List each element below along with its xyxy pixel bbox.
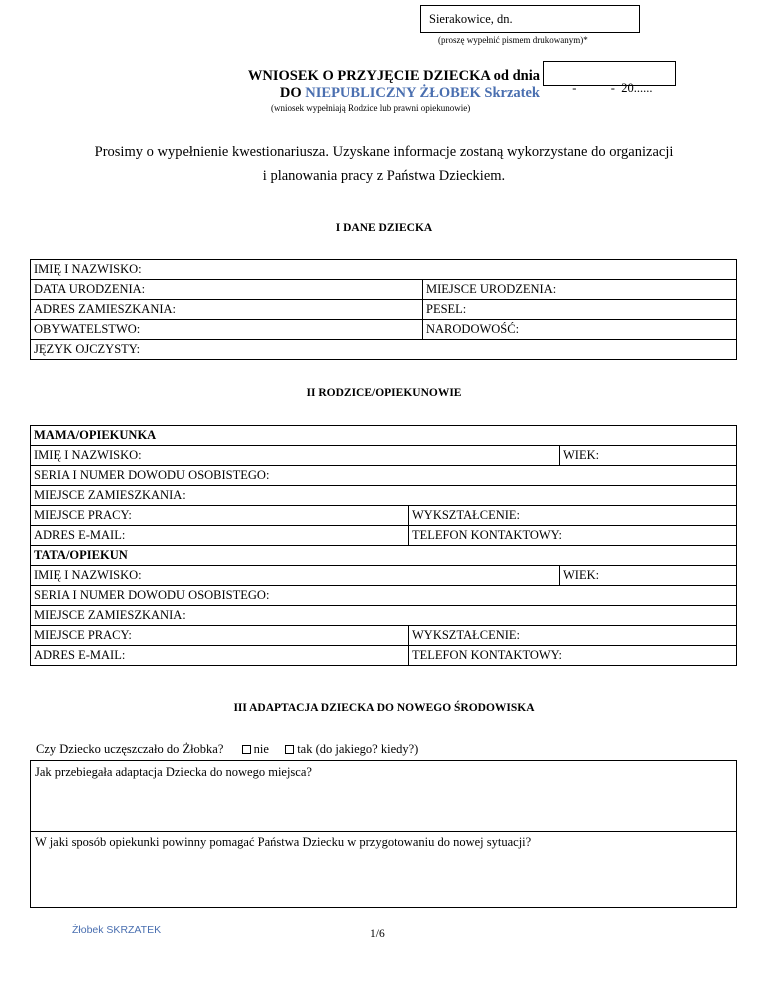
child-pesel-field[interactable]: PESEL:: [423, 300, 737, 320]
father-residence-field[interactable]: MIEJSCE ZAMIESZKANIA:: [31, 606, 737, 626]
child-name-field[interactable]: IMIĘ I NAZWISKO:: [31, 260, 737, 280]
father-id-field[interactable]: SERIA I NUMER DOWODU OSOBISTEGO:: [31, 586, 737, 606]
father-email-field[interactable]: ADRES E-MAIL:: [31, 646, 409, 666]
mother-age-field[interactable]: WIEK:: [560, 446, 737, 466]
support-answer-area[interactable]: [31, 853, 736, 907]
divider: [31, 831, 736, 832]
title-prefix: DO: [279, 85, 302, 101]
father-work-field[interactable]: MIEJSCE PRACY:: [31, 626, 409, 646]
section-3-title: III ADAPTACJA DZIECKA DO NOWEGO ŚRODOWISKA: [233, 702, 535, 714]
mother-work-field[interactable]: MIEJSCE PRACY:: [31, 506, 409, 526]
mother-name-field[interactable]: IMIĘ I NAZWISKO:: [31, 446, 560, 466]
title-line-2: [200, 85, 540, 102]
form-title: [200, 68, 540, 102]
title-line-1: WNIOSEK O PRZYJĘCIE DZIECKA od dnia: [247, 68, 540, 84]
attended-question-label: Czy Dziecko uczęszczało do Żłobka?: [36, 742, 224, 756]
mother-residence-field[interactable]: MIEJSCE ZAMIESZKANIA:: [31, 486, 737, 506]
place-date-label: Sierakowice, dn.: [429, 12, 513, 26]
adaptation-question: Jak przebiegała adaptacja Dziecka do nowego miejsca?: [35, 765, 312, 779]
section-1-title: I DANE DZIECKA: [335, 222, 433, 234]
checkbox-yes[interactable]: [285, 745, 294, 754]
intro-text: [0, 140, 768, 188]
child-nationality-field[interactable]: NARODOWOŚĆ:: [423, 320, 737, 340]
nursery-name: NIEPUBLICZNY ŻŁOBEK Skrzatek: [305, 85, 540, 101]
father-heading: TATA/OPIEKUN: [31, 546, 737, 566]
child-address-field[interactable]: ADRES ZAMIESZKANIA:: [31, 300, 423, 320]
father-age-field[interactable]: WIEK:: [560, 566, 737, 586]
child-citizenship-field[interactable]: OBYWATELSTWO:: [31, 320, 423, 340]
place-hint: (proszę wypełnić pismem drukowanym)*: [438, 35, 588, 45]
father-name-field[interactable]: IMIĘ I NAZWISKO:: [31, 566, 560, 586]
footer-org: Żłobek SKRZATEK: [72, 924, 162, 936]
intro-line-1: Prosimy o wypełnienie kwestionariusza. Uzyskane informacje zostaną wykorzystane do organizacji: [94, 144, 674, 160]
mother-heading: MAMA/OPIEKUNKA: [31, 426, 737, 446]
mother-email-field[interactable]: ADRES E-MAIL:: [31, 526, 409, 546]
section-2-title: II RODZICE/OPIEKUNOWIE: [306, 387, 462, 399]
mother-education-field[interactable]: WYKSZTAŁCENIE:: [409, 506, 737, 526]
adaptation-box: [30, 760, 737, 908]
child-language-field[interactable]: JĘZYK OJCZYSTY:: [31, 340, 737, 360]
checkbox-no[interactable]: [242, 745, 251, 754]
mother-id-field[interactable]: SERIA I NUMER DOWODU OSOBISTEGO:: [31, 466, 737, 486]
attended-question: [36, 742, 418, 757]
child-data-table: [30, 259, 737, 360]
intro-line-2: i planowania pracy z Państwa Dzieckiem.: [262, 168, 506, 184]
option-no[interactable]: nie: [242, 742, 269, 756]
start-date-field[interactable]: [543, 61, 676, 95]
father-education-field[interactable]: WYKSZTAŁCENIE:: [409, 626, 737, 646]
option-yes[interactable]: tak (do jakiego? kiedy?): [285, 742, 418, 756]
support-question: W jaki sposób opiekunki powinny pomagać Państwa Dziecku w przygotowaniu do nowej sytuacji?: [35, 835, 532, 849]
mother-phone-field[interactable]: TELEFON KONTAKTOWY:: [409, 526, 737, 546]
start-date-template: - - 20......: [572, 81, 653, 95]
child-birth-date-field[interactable]: DATA URODZENIA:: [31, 280, 423, 300]
father-phone-field[interactable]: TELEFON KONTAKTOWY:: [409, 646, 737, 666]
page-number: 1/6: [370, 928, 385, 940]
adaptation-answer-area[interactable]: [31, 783, 736, 831]
child-birth-place-field[interactable]: MIEJSCE URODZENIA:: [423, 280, 737, 300]
place-date-field[interactable]: [420, 5, 640, 33]
mother-table: [30, 425, 737, 666]
form-subtitle: (wniosek wypełniają Rodzice lub prawni opiekunowie): [271, 103, 471, 113]
